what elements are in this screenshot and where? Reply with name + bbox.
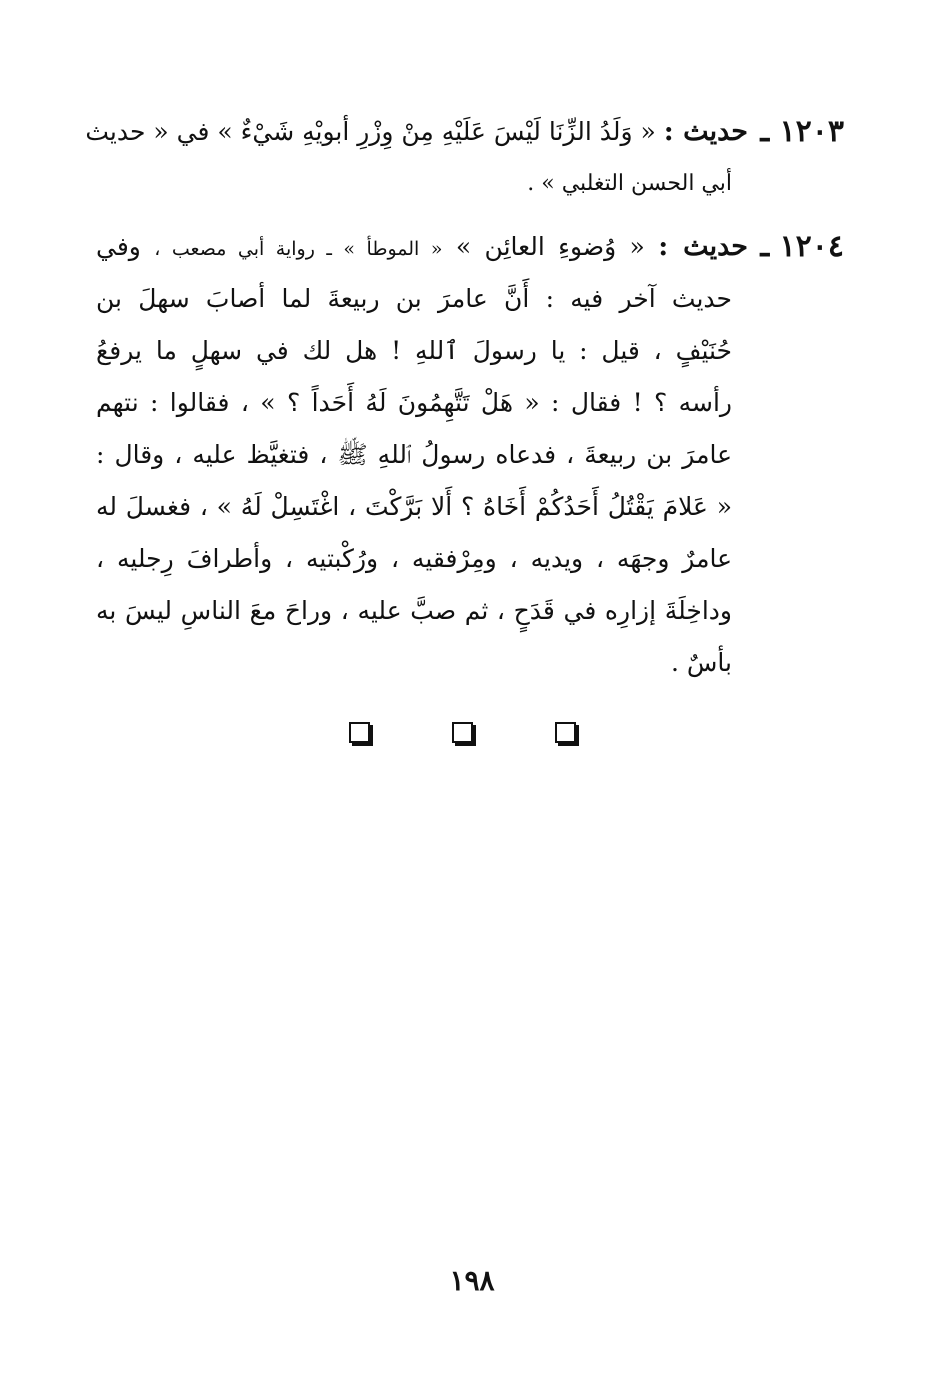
hadith-entry-1204 [96,227,844,707]
divider-box-icon [555,722,576,743]
entry-line: وداخِلَةَ إزارِه في قَدَحٍ ، ثم صبَّ عليه ، وراحَ معَ الناسِ ليسَ به [96,596,732,625]
entry-line: عامرَ بن ربيعةَ ، فدعاه رسولُ ٱللهِ ﷺ ، فتغيَّظ عليه ، وقال : [96,440,732,469]
section-divider [0,722,944,748]
entry-line: رأسه ؟ ! فقال : « هَلْ تَتَّهِمُونَ لَهُ أَحَداً ؟ » ، فقالوا : نتهم [96,388,732,417]
hadith-entry-1203 [85,112,844,222]
entry-text: « وُضوءِ العائِن » [442,232,645,261]
entry-text: « وَلَدُ الزِّنَا لَيْسَ عَلَيْهِ مِنْ وِزْرِ أبويْهِ شَيْءٌ » في « حديث [85,117,656,146]
entry-line: أبي الحسن التغلبي » . [527,171,732,196]
entry-line: حديث آخر فيه : أَنَّ عامرَ بن ربيعةَ لما أصابَ سهلَ بن [96,284,732,313]
entry-keyword: حديث : [658,231,748,262]
divider-box-icon [349,722,370,743]
entry-line: عامرٌ وجهَه ، ويديه ، ومِرْفقيه ، ورُكْبتيه ، وأطرافَ رِجليه ، [96,544,732,573]
entry-number: ١٢٠٤ ـ [760,229,844,264]
page-number: ١٩٨ [449,1264,495,1297]
entry-line [85,112,748,164]
entry-line: بأسٌ . [671,648,732,677]
entry-keyword: حديث : [663,116,748,147]
entry-number: ١٢٠٣ ـ [760,114,844,149]
entry-text: وفي [96,232,155,261]
entry-line: حُنَيْفٍ ، قيل : يا رسولَ ٱللهِ ! هل لك في سهلٍ ما يرفعُ [96,336,732,365]
entry-line: « عَلامَ يَقْتُلُ أَحَدُكُمْ أَخَاهُ ؟ أَلا بَرَّكْتَ ، اغْتَسِلْ لَهُ » ، فغسلَ له [96,492,732,521]
divider-box-icon [452,722,473,743]
source-reference: « الموطأ » ـ رواية أبي مصعب ، [154,238,443,260]
entry-line [96,227,748,279]
